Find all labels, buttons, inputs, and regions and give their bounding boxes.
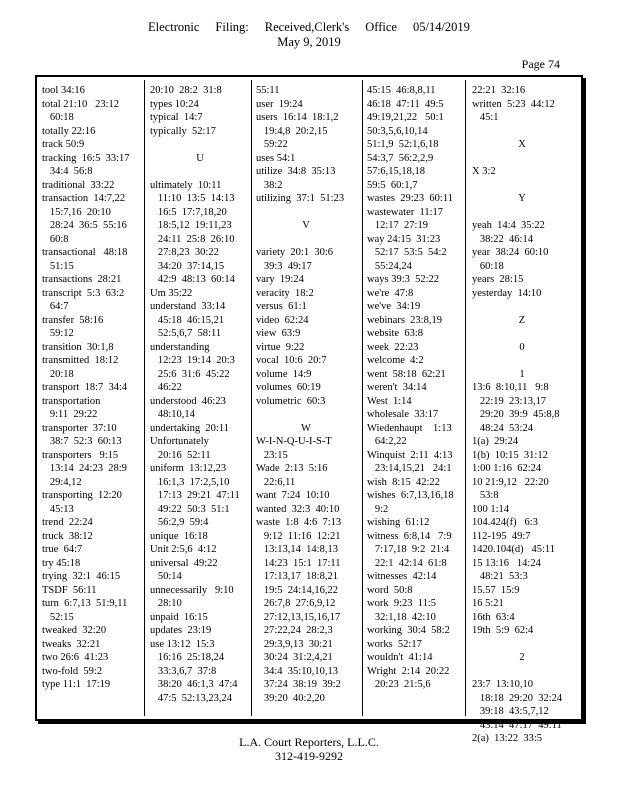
index-entry: webinars 23:8,19 (367, 314, 442, 326)
index-entry: 45:13 (42, 503, 74, 515)
index-entry: users 16:14 18:1,2 (256, 112, 339, 123)
index-entry: 23:7 13:10,10 (472, 679, 533, 690)
index-entry: utilize 34:8 35:13 (256, 166, 336, 177)
index-entry: work 9:23 11:5 (367, 598, 437, 609)
index-entry: 49:22 50:3 51:1 (150, 503, 230, 515)
index-entry: witnesses 42:14 (367, 571, 437, 582)
index-entry: V (302, 220, 310, 231)
index-entry: tweaked 32:20 (42, 625, 107, 636)
index-entry: 53:8 (472, 490, 499, 501)
index-entry: unpaid 16:15 (150, 611, 208, 623)
index-entry: 56:2,9 59:4 (150, 517, 209, 528)
index-entry (472, 638, 572, 652)
index-entry: 60:18 (472, 260, 504, 272)
index-entry: unique 16:18 (150, 530, 208, 542)
index-entry (256, 408, 356, 422)
index-entry: wastewater 11:17 (367, 206, 444, 218)
index-entry: transport 18:7 34:4 (42, 382, 128, 393)
index-entry: versus 61:1 (256, 301, 307, 312)
index-entry: video 62:24 (256, 314, 309, 326)
index-entry: 38:7 52:3 60:13 (42, 436, 122, 447)
index-entry: 52:17 53:5 54:2 (367, 247, 447, 258)
index-entry: 16:1,3 17:2,5,10 (150, 476, 230, 488)
index-entry: years 28:15 (472, 274, 524, 285)
index-entry: user 19:24 (256, 98, 303, 110)
index-entry: witness 6:8,14 7:9 (367, 530, 452, 542)
index-entry: unnecessarily 9:10 (150, 584, 234, 596)
index-entry: 27:22,24 28:2,3 (256, 625, 333, 636)
index-entry: wishes 6:7,13,16,18 (367, 490, 454, 501)
index-entry: written 5:23 44:12 (472, 98, 555, 110)
index-entry: wishing 61:12 (367, 517, 430, 528)
index-entry: vocal 10:6 20:7 (256, 355, 327, 366)
footer-phone: 312-419-9292 (275, 749, 343, 763)
index-entry: vary 19:24 (256, 274, 304, 285)
index-entry: turn 6:7,13 51:9,11 (42, 598, 128, 609)
index-entry: virtue 9:22 (256, 341, 305, 353)
index-entry: working 30:4 58:2 (367, 625, 450, 636)
index-entry: 49:19,21,22 50:1 (367, 112, 444, 123)
index-entry: word 50:8 (367, 584, 413, 596)
index-entry: went 58:18 62:21 (367, 368, 446, 380)
index-entry: ultimately 10:11 (150, 179, 222, 191)
header (0, 20, 618, 50)
index-entry: 23:15 (256, 449, 288, 461)
index-entry: 64:7 (42, 301, 69, 312)
index-entry: year 38:24 60:10 (472, 247, 549, 258)
index-entry: Um 35:22 (150, 287, 193, 299)
index-entry: 27:12,13,15,16,17 (256, 611, 341, 623)
index-entry: U (196, 152, 204, 164)
index-entry: 0 (519, 341, 525, 353)
index-entry: 39:18 43:5,7,12 (472, 706, 549, 717)
index-entry: ways 39:3 52:22 (367, 274, 440, 285)
index-column-2 (150, 84, 250, 705)
index-entry: 15.57 15:9 (472, 584, 520, 596)
index-entry: 22:21 32:16 (472, 85, 526, 96)
index-entry: 1(a) 29:24 (472, 436, 519, 447)
index-entry: transportation (42, 395, 101, 407)
index-entry: volumes 60:19 (256, 382, 321, 393)
index-entry: total 21:10 23:12 (42, 98, 119, 110)
index-entry: 20:10 28:2 31:8 (150, 85, 222, 96)
index-entry: totally 22:16 (42, 125, 96, 137)
index-entry: transfer 58:16 (42, 314, 104, 326)
index-entry: try 45:18 (42, 557, 81, 569)
index-entry: yesterday 14:10 (472, 287, 542, 299)
index-entry: 48:21 53:3 (472, 571, 528, 582)
index-entry: 60:18 (42, 112, 74, 123)
index-entry: 13:13,14 14:8,13 (256, 544, 338, 555)
index-entry: transmitted 18:12 (42, 355, 119, 366)
index-entry: wanted 32:3 40:10 (256, 503, 340, 515)
index-entry: 13:6 8:10,11 9:8 (472, 382, 549, 393)
index-entry: 34:20 37:14,15 (150, 260, 225, 272)
index-entry: wouldn't 41:14 (367, 652, 433, 663)
index-entry (150, 165, 250, 179)
index-column-5 (472, 84, 572, 746)
index-entry (472, 179, 572, 193)
index-entry (472, 327, 572, 341)
index-entry: 28:10 (150, 598, 182, 609)
index-entry: 43:14 47:17 49:11 (472, 719, 562, 731)
index-entry: typically 52:17 (150, 125, 216, 137)
index-entry: trend 22:24 (42, 517, 93, 528)
index-entry: 45:18 46:15,21 (150, 314, 225, 326)
index-entry: 17:13 29:21 47:11 (150, 490, 240, 501)
index-entry: tweaks 32:21 (42, 638, 101, 650)
index-entry: transaction 14:7,22 (42, 193, 126, 204)
index-entry (472, 354, 572, 368)
index-entry: wastes 29:23 60:11 (367, 193, 453, 204)
index-entry: type 11:1 17:19 (42, 679, 111, 690)
index-entry: 45:1 (472, 112, 499, 123)
index-entry: we're 47:8 (367, 287, 414, 299)
footer-company: L.A. Court Reporters, L.L.C. (239, 735, 379, 749)
index-entry: 100 1:14 (472, 503, 510, 515)
index-entry: 9:2 (367, 503, 389, 515)
index-entry: 28:24 36:5 55:16 (42, 220, 127, 231)
index-entry: 15 13:16 14:24 (472, 557, 541, 569)
index-entry (256, 233, 356, 247)
index-entry: types 10:24 (150, 98, 199, 110)
index-entry: 20:16 52:11 (150, 449, 211, 461)
index-entry: uses 54:1 (256, 152, 296, 164)
column-divider (362, 80, 363, 716)
index-entry: 19:5 24:14,16,22 (256, 584, 338, 596)
index-entry: Unit 2:5,6 4:12 (150, 544, 217, 555)
index-entry: 38:2 (256, 179, 283, 191)
index-entry: two-fold 59:2 (42, 665, 103, 677)
index-entry: transporter 37:10 (42, 422, 117, 434)
header-date-line: May 9, 2019 (277, 35, 341, 49)
index-entry: Wright 2:14 20:22 (367, 665, 450, 677)
index-entry: way 24:15 31:23 (367, 233, 441, 245)
index-entry: 16:16 25:18,24 (150, 652, 225, 663)
index-entry: 13:14 24:23 28:9 (42, 463, 127, 474)
index-entry: TSDF 56:11 (42, 584, 97, 596)
index-entry: Winquist 2:11 4:13 (367, 449, 453, 461)
index-entry: X 3:2 (472, 166, 496, 177)
index-entry: 22:6,11 (256, 476, 296, 488)
index-entry: W-I-N-Q-U-I-S-T (256, 436, 332, 447)
index-entry: understand 33:14 (150, 301, 226, 312)
index-entry: two 26:6 41:23 (42, 652, 109, 663)
index-entry: 18:5,12 19:11,23 (150, 220, 232, 231)
index-entry: 16:5 17:7,18,20 (150, 206, 227, 218)
index-entry: 2(a) 13:22 33:5 (472, 733, 542, 744)
index-entry: 2 (519, 652, 525, 663)
index-entry: 29:20 39:9 45:8,8 (472, 409, 560, 420)
index-entry: 112-195 49:7 (472, 530, 531, 542)
header-office: Office (365, 20, 397, 34)
index-entry: true 64:7 (42, 544, 83, 555)
index-entry: 7:17,18 9:2 21:4 (367, 544, 450, 555)
index-entry: traditional 33:22 (42, 179, 115, 191)
index-entry: transition 30:1,8 (42, 341, 114, 353)
index-entry: 60:8 (42, 233, 69, 245)
index-entry: updates 23:19 (150, 625, 212, 636)
index-entry: 46:18 47:11 49:5 (367, 98, 444, 110)
index-entry: transporting 12:20 (42, 490, 122, 501)
index-entry: Z (518, 314, 526, 326)
header-electronic: Electronic (148, 20, 200, 34)
index-entry: 1(b) 10:15 31:12 (472, 449, 548, 461)
index-entry: yeah 14:4 35:22 (472, 220, 545, 231)
index-column-3 (256, 84, 356, 705)
index-entry: 50:14 (150, 571, 182, 582)
index-entry: utilizing 37:1 51:23 (256, 193, 345, 204)
index-entry: W (301, 422, 311, 434)
index-entry: 16th 63:4 (472, 611, 515, 623)
index-entry: 55:11 (256, 85, 280, 96)
index-entry: 26:7,8 27:6,9,12 (256, 598, 336, 609)
index-entry: Y (518, 193, 526, 204)
index-entry: we've 34:19 (367, 301, 421, 312)
index-entry: 34:4 56:8 (42, 166, 93, 177)
index-entry: want 7:24 10:10 (256, 490, 330, 501)
index-entry: 17:13,17 18:8,21 (256, 571, 338, 582)
index-entry: view 63:9 (256, 328, 301, 339)
index-entry: typical 14:7 (150, 112, 203, 123)
index-entry: 24:11 25:8 26:10 (150, 233, 235, 245)
page-number: Page 74 (521, 57, 560, 71)
index-entry (472, 125, 572, 139)
index-entry: 27:8,23 30:22 (150, 247, 219, 258)
index-entry: 15:7,16 20:10 (42, 206, 111, 218)
index-entry (256, 206, 356, 220)
index-entry: 11:10 13:5 14:13 (150, 193, 235, 204)
index-entry: week 22:23 (367, 341, 419, 353)
index-entry: 34:4 35:10,10,13 (256, 665, 338, 677)
index-entry: 38:22 46:14 (472, 233, 533, 245)
index-entry: website 63:8 (367, 328, 423, 339)
index-entry: 42:9 48:13 60:14 (150, 274, 235, 285)
index-entry: 22:1 42:14 61:8 (367, 557, 447, 569)
index-column-4 (367, 84, 467, 692)
index-entry: variety 20:1 30:6 (256, 247, 333, 258)
index-entry: truck 38:12 (42, 530, 93, 542)
index-entry: tracking 16:5 33:17 (42, 152, 130, 164)
header-date: 05/14/2019 (412, 20, 470, 34)
index-entry: 45:15 46:8,8,11 (367, 85, 436, 96)
index-entry: 1:00 1:16 62:24 (472, 463, 542, 474)
index-entry: uniform 13:12,23 (150, 463, 227, 474)
index-entry: 104.424(f) 6:3 (472, 517, 538, 528)
index-entry: 64:2,22 (367, 436, 407, 447)
index-entry: understanding (150, 341, 210, 353)
index-entry: 51:15 (42, 260, 74, 272)
index-entry: 59:12 (42, 328, 74, 339)
index-entry: 10 21:9,12 22:20 (472, 476, 549, 488)
index-entry: 48:10,14 (150, 409, 195, 420)
index-entry: 14:23 15:1 17:11 (256, 557, 341, 569)
index-entry: Unfortunately (150, 436, 209, 447)
index-entry: West 1:14 (367, 395, 412, 407)
index-entry: transcript 5:3 63:2 (42, 287, 125, 299)
index-entry: volume 14:9 (256, 368, 312, 380)
index-entry: trying 32:1 46:15 (42, 571, 121, 582)
index-entry: weren't 34:14 (367, 382, 427, 393)
index-entry: 12:23 19:14 20:3 (150, 355, 235, 366)
index-entry: 16 5:21 (472, 598, 504, 609)
index-entry: 9:11 29:22 (42, 409, 98, 420)
index-entry: 46:22 (150, 382, 182, 393)
index-entry: transporters 9:15 (42, 449, 119, 461)
index-entry (472, 665, 572, 679)
header-received: Received,Clerk's (264, 20, 350, 34)
index-entry: 54:3,7 56:2,2,9 (367, 152, 434, 164)
index-entry: 59:5 60:1,7 (367, 179, 418, 191)
index-entry: welcome 4:2 (367, 355, 424, 366)
index-entry (472, 206, 572, 220)
index-entry: 59:22 (256, 139, 288, 150)
index-entry: 18:18 29:20 32:24 (472, 692, 563, 704)
index-entry: 20:23 21:5,6 (367, 679, 431, 690)
index-entry: understood 46:23 (150, 395, 226, 407)
index-entry: tool 34:16 (42, 85, 85, 96)
index-entry: works 52:17 (367, 638, 422, 650)
index-entry: 22:19 23:13,17 (472, 395, 547, 407)
index-entry: 9:12 11:16 12:21 (256, 530, 341, 542)
index-entry: 1 (519, 368, 525, 380)
index-entry: X (518, 139, 526, 150)
index-entry: 25:6 31:6 45:22 (150, 368, 230, 380)
index-entry: transactional 48:18 (42, 247, 128, 258)
index-entry: 32:1,18 42:10 (367, 611, 436, 623)
index-entry: 33:3,6,7 37:8 (150, 665, 217, 677)
index-entry: track 50:9 (42, 139, 85, 150)
index-entry: wish 8:15 42:22 (367, 476, 440, 488)
index-entry: 55:24,24 (367, 260, 412, 272)
index-entry: 29:3,9,13 30:21 (256, 638, 333, 650)
index-entry: use 13:12 15:3 (150, 638, 215, 650)
index-entry: 52:5,6,7 58:11 (150, 328, 222, 339)
index-column-1 (42, 84, 142, 692)
index-entry: 39:20 40:2,20 (256, 692, 325, 704)
index-entry: veracity 18:2 (256, 287, 314, 299)
column-divider (144, 80, 145, 716)
index-entry: transactions 28:21 (42, 274, 122, 285)
footer (0, 735, 618, 763)
column-divider (251, 80, 252, 716)
index-entry: Wiedenhaupt 1:13 (367, 422, 452, 434)
index-entry: 52:15 (42, 611, 74, 623)
index-entry: 38:20 46:1,3 47:4 (150, 679, 238, 690)
index-entry: undertaking 20:11 (150, 422, 229, 434)
index-entry: 29:4,12 (42, 476, 82, 488)
index-entry: 57:6,15,18,18 (367, 166, 426, 177)
header-filing: Filing: (215, 20, 249, 34)
index-entry: 48:24 53:24 (472, 422, 533, 434)
index-entry: waste 1:8 4:6 7:13 (256, 517, 342, 528)
index-entry: 23:14,15,21 24:1 (367, 463, 452, 474)
index-entry (150, 138, 250, 152)
index-entry: 12:17 27:19 (367, 220, 428, 231)
index-entry: 19:4,8 20:2,15 (256, 125, 328, 137)
index-entry: 19th 5:9 62:4 (472, 625, 534, 636)
index-entry: 39:3 49:17 (256, 260, 312, 272)
index-entry: 30:24 31:2,4,21 (256, 652, 333, 663)
index-entry: volumetric 60:3 (256, 395, 326, 407)
index-entry: wholesale 33:17 (367, 409, 439, 420)
index-entry: 20:18 (42, 368, 74, 380)
index-entry (472, 300, 572, 314)
index-entry: Wade 2:13 5:16 (256, 463, 328, 474)
index-entry: 51:1,9 52:1,6,18 (367, 139, 439, 150)
index-entry: 1420.104(d) 45:11 (472, 544, 556, 555)
index-entry: 50:3,5,6,10,14 (367, 125, 428, 137)
index-entry (472, 152, 572, 166)
index-entry: 37:24 38:19 39:2 (256, 679, 341, 690)
index-entry: 47:5 52:13,23,24 (150, 692, 232, 704)
index-entry: universal 49:22 (150, 557, 218, 569)
